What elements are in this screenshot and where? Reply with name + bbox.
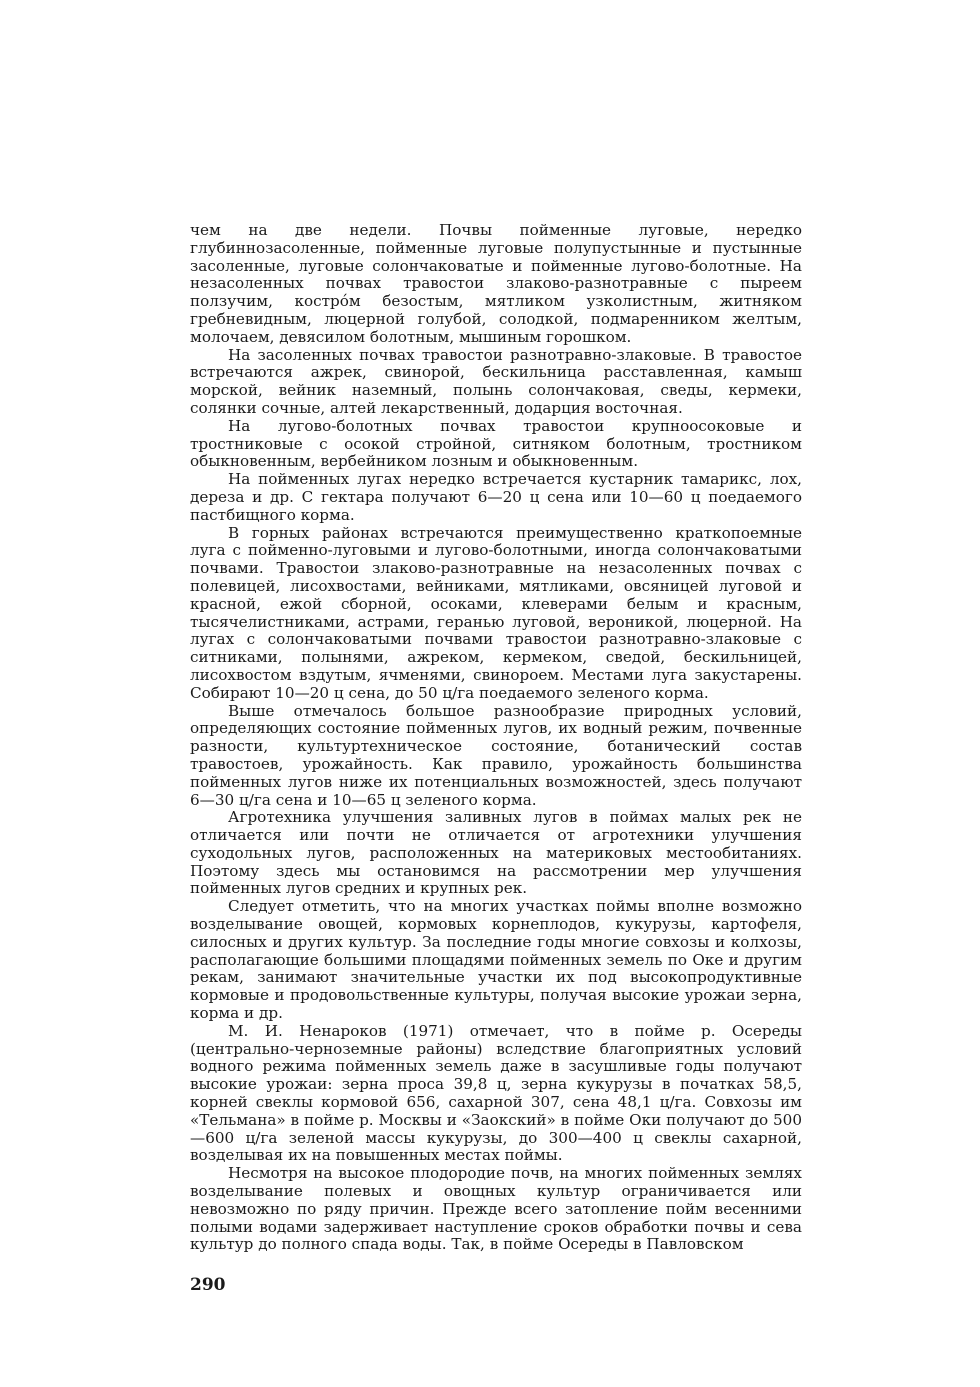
paragraph: В горных районах встречаются преимущественно краткопоемные луга с пойменно-луговыми и лугово-болотными, иногда солончаковатыми почвами. Травостои злаково-разнотравные на незасоленных почвах с полевицей, лисохвостами, вейниками, мятликами, овсяницей луговой и красной, ежой сборной, осоками, клеверами белым и красным, тысячелистниками, астрами, геранью луговой, вероникой, люцерной. На лугах с солончаковатыми почвами травостои разнотравно-злаковые с ситниками, полынями, ажреком, кермеком, сведой, бескильницей, лисохвостом вздутым, ячменями, свинороем. Местами луга закустарены. Собирают 10—20 ц сена, до 50 ц/га поедаемого зеленого корма. bbox=[190, 523, 802, 702]
page-content bbox=[190, 222, 802, 1312]
paragraph: Несмотря на высокое плодородие почв, на многих пойменных землях возделывание полевых и овощных культур ограничивается или невозможно по ряду причин. Прежде всего затопление пойм весенними полыми водами задерживает наступление сроков обработки почвы и сева культур до полного спада воды. Так, в пойме Осереды в Павловском bbox=[190, 1164, 802, 1254]
paragraph: На засоленных почвах травостои разнотравно-злаковые. В травостое встречаются ажрек, свинорой, бескильница расставленная, камыш морской, вейник наземный, полынь солончаковая, сведы, кермеки, солянки сочные, алтей лекарственный, додарция восточная. bbox=[190, 345, 802, 417]
paragraph: На пойменных лугах нередко встречается кустарник тамарикс, лох, дереза и др. С гектара получают 6—20 ц сена или 10—60 ц поедаемого пастбищного корма. bbox=[190, 470, 802, 524]
paragraph: На лугово-болотных почвах травостои крупноосоковые и тростниковые с осокой стройной, ситняком болотным, тростником обыкновенным, вербейником лозным и обыкновенным. bbox=[190, 416, 802, 471]
page-number: 290 bbox=[190, 1275, 226, 1295]
paragraph: М. И. Ненароков (1971) отмечает, что в пойме р. Осереды (центрально-черноземные районы) вследствие благоприятных условий водного режима пойменных земель даже в засушливые годы получают высокие урожаи: зерна проса 39,8 ц, зерна кукурузы в початках 58,5, корней свеклы кормовой 656, сахарной 307, сена 48,1 ц/га. Совхозы им «Тельмана» в пойме р. Москвы и «Заокский» в пойме Оки получают до 500—600 ц/га зеленой массы кукурузы, до 300—400 ц свеклы сахарной, возделывая их на повышенных местах поймы. bbox=[190, 1021, 802, 1165]
text-body bbox=[190, 222, 802, 1254]
paragraph: чем на две недели. Почвы пойменные луговые, нередко глубиннозасоленные, пойменные луговые полупустынные и пустынные засоленные, луговые солончаковатые и пойменные лугово-болотные. На незасоленных почвах травостои злаково-разнотравные с пыреем ползучим, кострóм безостым, мятликом узколистным, житняком гребневидным, люцерной голубой, солодкой, подмаренником желтым, молочаем, девясилом болотным, мышиным горошком. bbox=[190, 221, 802, 346]
paragraph: Выше отмечалось большое разнообразие природных условий, определяющих состояние пойменных лугов, их водный режим, почвенные разности, культуртехническое состояние, ботанический состав травостоев, урожайность. Как правило, урожайность большинства пойменных лугов ниже их потенциальных возможностей, здесь получают 6—30 ц/га сена и 10—65 ц зеленого корма. bbox=[190, 701, 802, 809]
paragraph: Агротехника улучшения заливных лугов в поймах малых рек не отличается или почти не отличается от агротехники улучшения суходольных лугов, расположенных на материковых местообитаниях. Поэтому здесь мы остановимся на рассмотрении мер улучшения пойменных лугов средних и крупных рек. bbox=[190, 808, 802, 898]
paragraph: Следует отметить, что на многих участках поймы вполне возможно возделывание овощей, кормовых корнеплодов, кукурузы, картофеля, силосных и других культур. За последние годы многие совхозы и колхозы, располагающие большими площадями пойменных земель по Оке и другим рекам, занимают значительные участки их под высокопродуктивные кормовые и продовольственные культуры, получая высокие урожаи зерна, корма и др. bbox=[190, 897, 802, 1023]
